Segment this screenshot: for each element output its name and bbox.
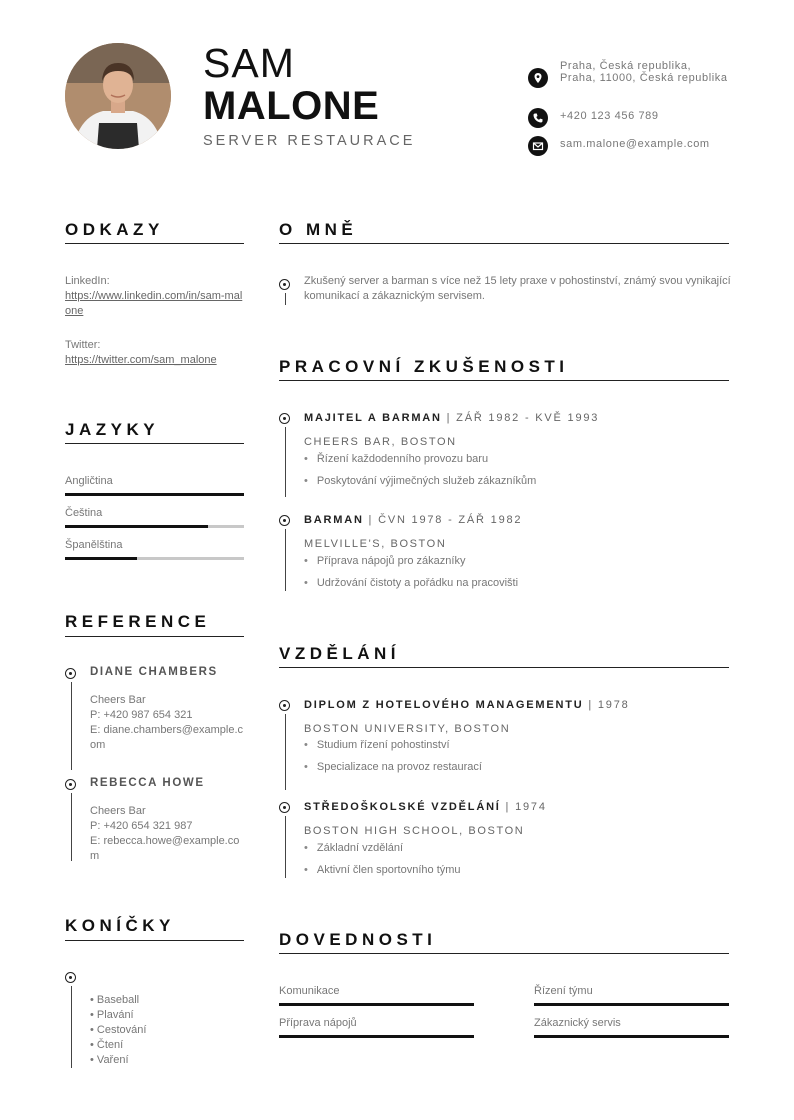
experience-rule [279, 380, 729, 381]
language-level-fill [65, 557, 137, 560]
language-level-fill [65, 493, 244, 496]
language-bar [65, 557, 244, 560]
timeline-line [71, 682, 72, 770]
hobby-item: • Čtení [90, 1039, 124, 1051]
linkedin-link[interactable]: https://www.linkedin.com/in/sam-malone [65, 290, 243, 317]
timeline-line [285, 816, 286, 878]
skill-bar [534, 1035, 729, 1038]
reference-email: E: rebecca.howe@example.com [90, 835, 240, 862]
about-rule [279, 243, 729, 244]
education-degree: DIPLOM Z HOTELOVÉHO MANAGEMENTU [304, 699, 584, 711]
languages-rule [65, 443, 244, 444]
job-heading [304, 412, 599, 424]
reference-phone: P: +420 987 654 321 [90, 709, 193, 721]
person-photo-icon [65, 43, 171, 149]
language-level-fill [65, 525, 208, 528]
skill-bar [534, 1003, 729, 1006]
reference-details [90, 693, 245, 753]
timeline-marker [279, 802, 290, 813]
contact-phone: +420 123 456 789 [560, 110, 659, 122]
timeline-line [285, 714, 286, 790]
reference-company: Cheers Bar [90, 805, 146, 817]
hobbies-title: KONÍČKY [65, 916, 175, 935]
reference-phone: P: +420 654 321 987 [90, 820, 193, 832]
job-bullet: • Řízení každodenního provozu baru [304, 453, 488, 465]
separator: | [505, 801, 511, 813]
email-icon [528, 136, 548, 156]
about-text: Zkušený server a barman s více než 15 lety praxe v pohostinství, známý svou vynikající komunikací a zákaznickým servisem. [304, 275, 731, 302]
language-name: Angličtina [65, 475, 113, 487]
skill-label: Komunikace [279, 985, 340, 997]
skill-bar [279, 1035, 474, 1038]
timeline-marker [279, 700, 290, 711]
language-name: Čeština [65, 507, 103, 519]
separator: | [588, 699, 593, 711]
job-place: CHEERS BAR, BOSTON [304, 436, 457, 448]
hobbies-list [90, 993, 146, 1068]
timeline-marker [65, 668, 76, 679]
job-bullet: • Příprava nápojů pro zákazníky [304, 555, 465, 567]
reference-company: Cheers Bar [90, 694, 146, 706]
timeline-marker [279, 413, 290, 424]
job-place: MELVILLE'S, BOSTON [304, 538, 447, 550]
timeline-line [71, 793, 72, 861]
education-place: BOSTON HIGH SCHOOL, BOSTON [304, 825, 525, 837]
phone-icon [528, 108, 548, 128]
education-place: BOSTON UNIVERSITY, BOSTON [304, 723, 511, 735]
contact-email: sam.malone@example.com [560, 138, 710, 150]
reference-email: E: diane.chambers@example.com [90, 724, 244, 751]
education-date: 1974 [515, 801, 547, 813]
link-item-twitter [65, 338, 245, 368]
reference-details [90, 804, 245, 864]
timeline-marker [279, 515, 290, 526]
skill-bar [279, 1003, 474, 1006]
education-date: 1978 [597, 699, 630, 711]
skill-label: Zákaznický servis [534, 1017, 621, 1029]
link-label: Twitter: [65, 339, 101, 351]
education-bullet: • Specializace na provoz restaurací [304, 761, 482, 773]
skill-label: Příprava nápojů [279, 1017, 357, 1029]
education-bullet: • Aktivní člen sportovního týmu [304, 864, 461, 876]
job-bullet: • Poskytování výjimečných služeb zákazníkům [304, 475, 536, 487]
links-rule [65, 243, 244, 244]
job-date: ČVN 1978 - ZÁŘ 1982 [378, 514, 523, 526]
timeline-line [285, 427, 286, 497]
skills-title: DOVEDNOSTI [279, 930, 437, 949]
education-bullet: • Studium řízení pohostinství [304, 739, 450, 751]
job-role: BARMAN [304, 514, 364, 526]
skill-label: Řízení týmu [534, 985, 593, 997]
timeline-line [71, 986, 72, 1068]
timeline-line [285, 529, 286, 591]
language-name: Španělština [65, 539, 123, 551]
hobby-item: • Cestování [90, 1024, 147, 1036]
references-title: REFERENCE [65, 612, 211, 631]
education-bullet: • Základní vzdělání [304, 842, 403, 854]
hobby-item: • Vaření [90, 1054, 129, 1066]
timeline-marker [279, 279, 290, 290]
education-degree: STŘEDOŠKOLSKÉ VZDĚLÁNÍ [304, 801, 501, 813]
link-label: LinkedIn: [65, 275, 110, 287]
job-bullet: • Udržování čistoty a pořádku na pracovišti [304, 577, 518, 589]
timeline-marker [65, 779, 76, 790]
job-date: ZÁŘ 1982 - KVĚ 1993 [456, 412, 600, 424]
profile-photo [65, 43, 171, 149]
reference-name: REBECCA HOWE [90, 777, 205, 789]
language-bar [65, 525, 244, 528]
timeline-marker [65, 972, 76, 983]
education-rule [279, 667, 729, 668]
links-title: ODKAZY [65, 220, 164, 239]
hobby-item: • Plavání [90, 1009, 134, 1021]
references-rule [65, 636, 244, 637]
education-heading [304, 699, 630, 711]
separator: | [368, 514, 374, 526]
reference-name: DIANE CHAMBERS [90, 666, 218, 678]
twitter-link[interactable]: https://twitter.com/sam_malone [65, 354, 217, 366]
skills-rule [279, 953, 729, 954]
location-pin-icon [528, 68, 548, 88]
language-bar [65, 493, 244, 496]
experience-title: PRACOVNÍ ZKUŠENOSTI [279, 357, 569, 376]
education-heading [304, 801, 547, 813]
education-title: VZDĚLÁNÍ [279, 644, 400, 663]
hobbies-rule [65, 940, 244, 941]
job-role: MAJITEL A BARMAN [304, 412, 442, 424]
last-name: MALONE [203, 84, 380, 128]
job-heading [304, 514, 522, 526]
timeline-line [285, 293, 286, 305]
link-item-linkedin [65, 274, 245, 319]
languages-title: JAZYKY [65, 420, 160, 439]
job-title: SERVER RESTAURACE [203, 133, 416, 149]
hobby-item: • Baseball [90, 994, 140, 1006]
contact-address: Praha, Česká republika, Praha, 11000, Česká republika [560, 60, 728, 84]
first-name: SAM [203, 40, 295, 86]
about-title: O MNĚ [279, 220, 358, 239]
separator: | [446, 412, 452, 424]
